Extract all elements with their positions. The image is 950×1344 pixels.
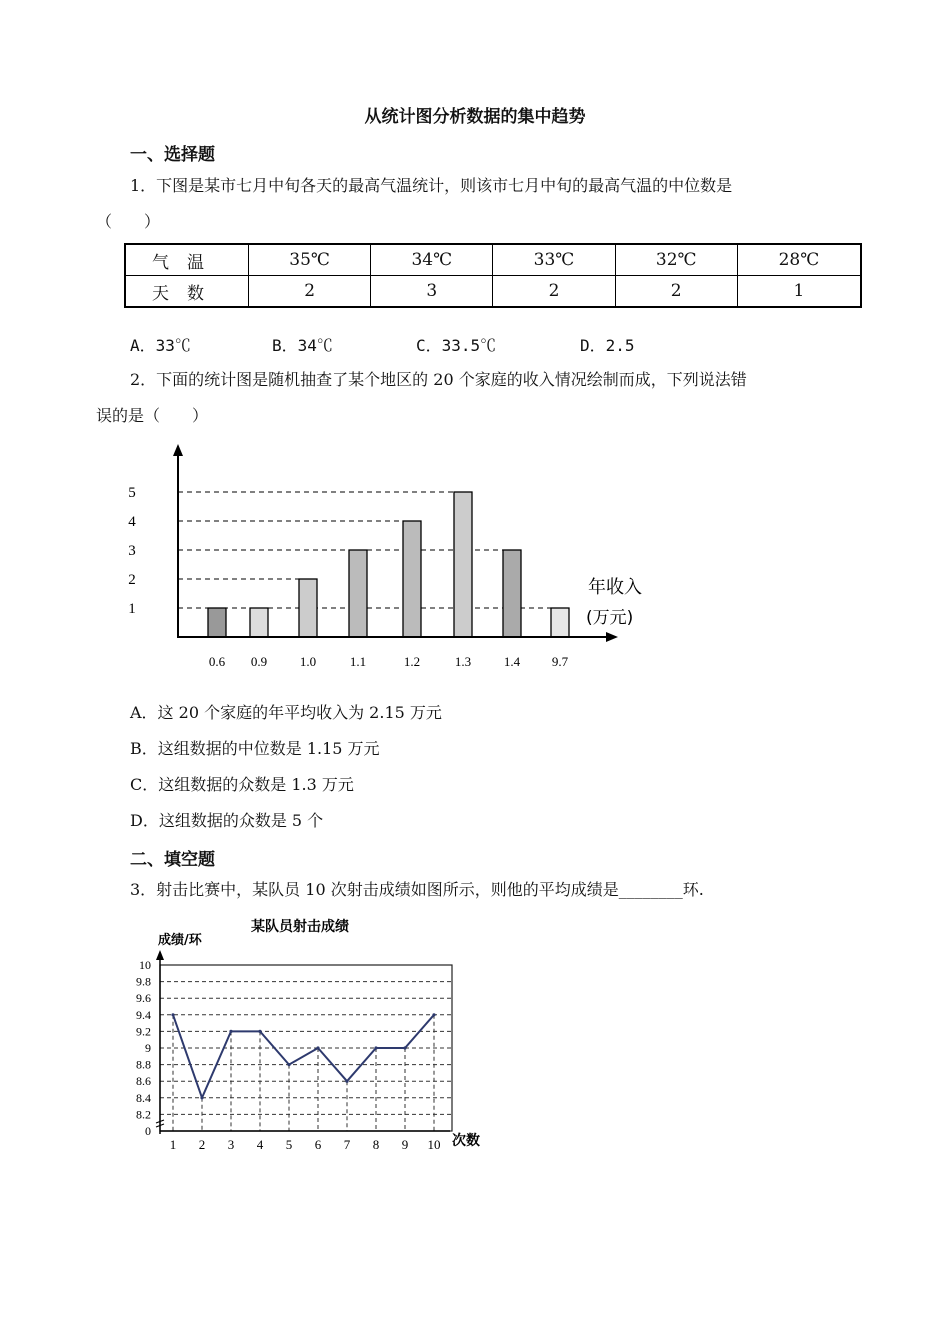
- x-tick-label: 1.1: [349, 654, 367, 669]
- q3-stem: 3．射击比赛中，某队员 10 次射击成绩如图所示，则他的平均成绩是________环.: [130, 880, 704, 899]
- x-axis-arrow-icon: [606, 632, 618, 642]
- table-row: [125, 244, 861, 276]
- x-tick-label: 0.6: [208, 654, 226, 669]
- y-tick-label: 8.8: [136, 1057, 151, 1072]
- q2-option-b: B．这组数据的中位数是 1.15 万元: [130, 739, 380, 758]
- bar: [503, 550, 521, 637]
- table-cell: 28℃: [737, 244, 861, 276]
- bar: [403, 521, 421, 637]
- bar: [299, 579, 317, 637]
- x-axis-label-line2: (万元): [586, 608, 634, 628]
- table-cell: 33℃: [493, 244, 615, 276]
- x-tick-label: 1.2: [403, 654, 421, 669]
- table-cell: 3: [371, 276, 493, 308]
- y-tick-label: 3: [128, 543, 136, 559]
- y-axis-title: 成绩/环: [158, 933, 202, 948]
- x-tick-label: 9: [401, 1137, 409, 1152]
- x-axis-label-line1: 年收入: [588, 577, 642, 598]
- q2-option-a: A．这 20 个家庭的年平均收入为 2.15 万元: [130, 703, 442, 722]
- y-tick-label: 8.4: [136, 1090, 151, 1105]
- page-title: 从统计图分析数据的集中趋势: [364, 107, 586, 127]
- q2-stem-line2: 误的是（ ）: [96, 406, 209, 425]
- table-cell: 2: [615, 276, 737, 308]
- y-tick-label: 8.2: [136, 1107, 151, 1122]
- x-tick-label: 3: [227, 1137, 235, 1152]
- section-fill-heading: 二、填空题: [130, 850, 215, 870]
- y-axis-arrow-icon: [173, 444, 183, 456]
- y-axis-arrow-icon: [156, 950, 164, 960]
- q2-option-c: C．这组数据的众数是 1.3 万元: [130, 775, 354, 794]
- y-tick-label: 4: [128, 514, 136, 530]
- y-tick-label: 9.6: [136, 991, 151, 1006]
- q1-option-a: A．33℃: [130, 336, 191, 355]
- table-cell: 35℃: [249, 244, 371, 276]
- y-tick-label: 9.8: [136, 974, 151, 989]
- bar: [454, 492, 472, 637]
- y-tick-label: 9: [145, 1041, 151, 1055]
- table-cell: 2: [493, 276, 615, 308]
- x-axis-title: 次数: [452, 1133, 480, 1149]
- x-tick-label: 5: [285, 1137, 293, 1152]
- bar: [208, 608, 226, 637]
- y-tick-label: 10: [139, 958, 151, 972]
- y-tick-label: 5: [128, 485, 136, 501]
- temperature-table: [124, 243, 862, 308]
- y-tick-label: 8.6: [136, 1074, 151, 1089]
- bar: [349, 550, 367, 637]
- x-tick-label: 10: [427, 1137, 441, 1152]
- income-bar-chart: [110, 440, 670, 680]
- x-tick-label: 6: [314, 1137, 322, 1152]
- x-tick-label: 1.4: [503, 654, 521, 669]
- table-cell: 1: [737, 276, 861, 308]
- q1-option-b: B．34℃: [272, 336, 333, 355]
- table-cell: 32℃: [615, 244, 737, 276]
- x-tick-label: 1: [169, 1137, 177, 1152]
- y-tick-label: 2: [128, 572, 136, 588]
- table-cell-head: 天数: [125, 276, 249, 308]
- table-cell: 34℃: [371, 244, 493, 276]
- x-tick-label: 7: [343, 1137, 351, 1152]
- series-line: [173, 1015, 434, 1098]
- q1-option-c: C．33.5℃: [416, 336, 497, 355]
- table-cell: 2: [249, 276, 371, 308]
- x-tick-label: 9.7: [551, 654, 569, 669]
- chart-title: 某队员射击成绩: [251, 919, 349, 935]
- bar: [551, 608, 569, 637]
- x-tick-label: 0.9: [250, 654, 268, 669]
- y-tick-label: 9.2: [136, 1024, 151, 1039]
- table-cell-head: 气温: [125, 244, 249, 276]
- x-tick-label: 1.0: [299, 654, 317, 669]
- x-tick-label: 8: [372, 1137, 380, 1152]
- y-tick-label: 1: [128, 601, 136, 617]
- q2-option-d: D．这组数据的众数是 5 个: [130, 811, 324, 830]
- y-tick-label: 0: [145, 1124, 151, 1138]
- x-tick-label: 4: [256, 1137, 264, 1152]
- shooting-line-chart: [120, 912, 500, 1157]
- x-tick-label: 2: [198, 1137, 206, 1152]
- q1-stem-line2: （ ）: [96, 212, 161, 231]
- q1-option-d: D．2.5: [580, 336, 635, 355]
- table-row: [125, 276, 861, 308]
- q1-stem-line1: 1．下图是某市七月中旬各天的最高气温统计，则该市七月中旬的最高气温的中位数是: [130, 176, 733, 195]
- bar: [250, 608, 268, 637]
- x-tick-label: 1.3: [454, 654, 472, 669]
- q2-stem-line1: 2．下面的统计图是随机抽查了某个地区的 20 个家庭的收入情况绘制而成，下列说法错: [130, 370, 747, 389]
- section-choice-heading: 一、选择题: [130, 145, 215, 165]
- y-tick-label: 9.4: [136, 1007, 151, 1022]
